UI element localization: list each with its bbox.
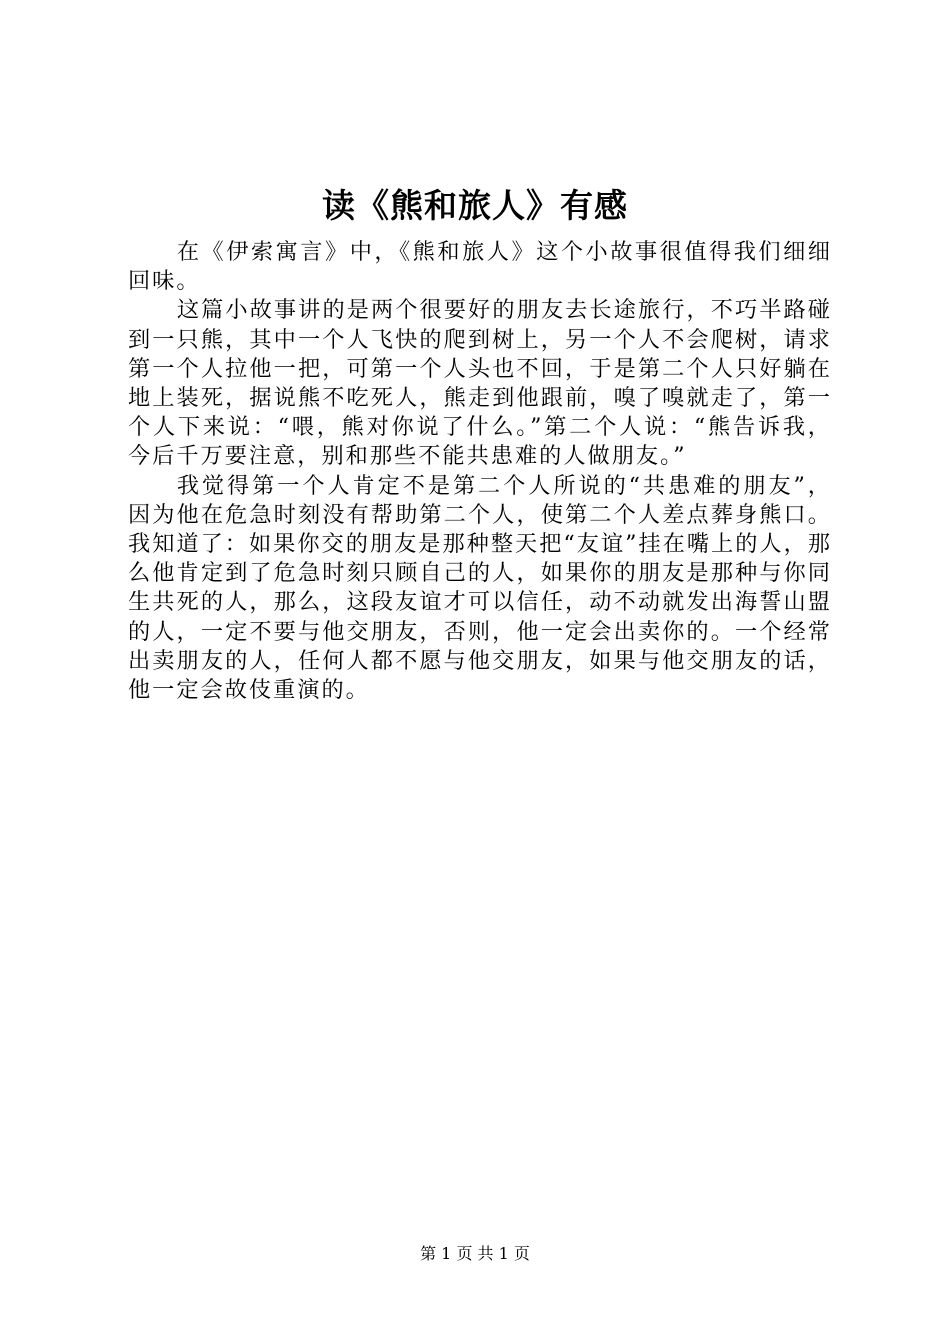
paragraph: 这篇小故事讲的是两个很要好的朋友去长途旅行，不巧半路碰到一只熊，其中一个人飞快的爬到树上，另一个人不会爬树，请求第一个人拉他一把，可第一个人头也不回，于是第二个人只好躺在地上装死，据说熊不吃死人，熊走到他跟前，嗅了嗅就走了，第一个人下来说：“喂，熊对你说了什么。”第二个人说：“熊告诉我，今后千万要注意，别和那些不能共患难的人做朋友。” [128,297,832,470]
page-number-footer: 第 1 页 共 1 页 [420,1244,530,1263]
paragraph: 我觉得第一个人肯定不是第二个人所说的“共患难的朋友”，因为他在危急时刻没有帮助第二个人，使第二个人差点葬身熊口。我知道了：如果你交的朋友是那种整天把“友谊”挂在嘴上的人，那么他肯定到了危急时刻只顾自己的人，如果你的朋友是那种与你同生共死的人，那么，这段友谊才可以信任，动不动就发出海誓山盟的人，一定不要与他交朋友，否则，他一定会出卖你的。一个经常出卖朋友的人，任何人都不愿与他交朋友，如果与他交朋友的话，他一定会故伎重演的。 [128,472,832,704]
document-body [128,238,832,705]
paragraph: 在《伊索寓言》中，《熊和旅人》这个小故事很值得我们细细回味。 [128,239,832,295]
document-title: 读《熊和旅人》有感 [322,186,628,225]
